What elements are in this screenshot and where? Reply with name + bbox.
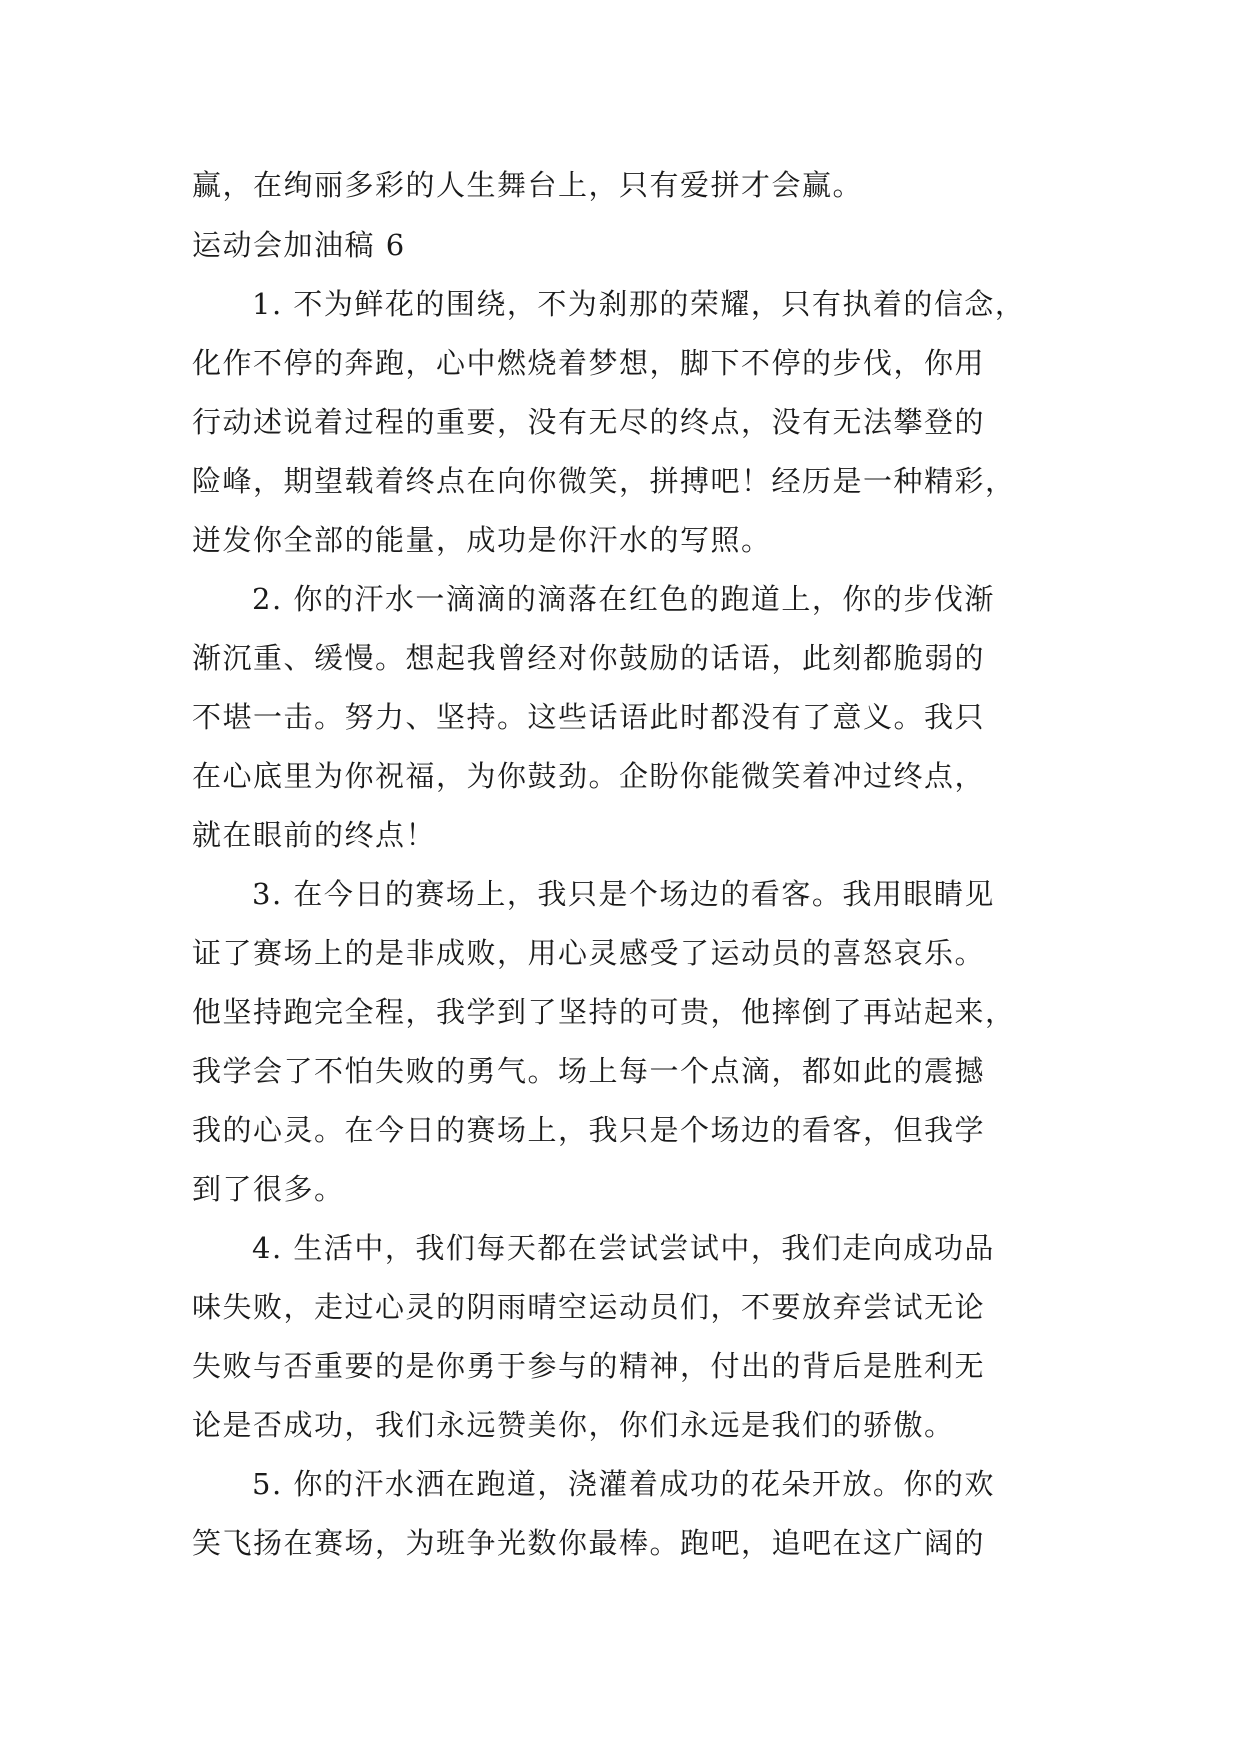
text-line: 险峰，期望载着终点在向你微笑，拼搏吧！经历是一种精彩， [192,464,1016,498]
text-line: 化作不停的奔跑，心中燃烧着梦想，脚下不停的步伐，你用 [192,346,986,380]
text-line: 1. 不为鲜花的围绕，不为刹那的荣耀，只有执着的信念， [252,287,1026,321]
text-line: 他坚持跑完全程，我学到了坚持的可贵，他摔倒了再站起来， [192,995,1016,1029]
text-line: 渐沉重、缓慢。想起我曾经对你鼓励的话语，此刻都脆弱的 [192,641,986,675]
text-line: 5. 你的汗水洒在跑道，浇灌着成功的花朵开放。你的欢 [252,1467,995,1501]
text-line: 笑飞扬在赛场，为班争光数你最棒。跑吧，追吧在这广阔的 [192,1526,986,1560]
text-line: 在心底里为你祝福，为你鼓劲。企盼你能微笑着冲过终点， [192,759,986,793]
text-line: 我的心灵。在今日的赛场上，我只是个场边的看客，但我学 [192,1113,986,1147]
text-line: 论是否成功，我们永远赞美你，你们永远是我们的骄傲。 [192,1408,955,1442]
text-line: 就在眼前的终点！ [192,818,437,852]
text-line: 行动述说着过程的重要，没有无尽的终点，没有无法攀登的 [192,405,986,439]
text-line: 3. 在今日的赛场上，我只是个场边的看客。我用眼睛见 [252,877,995,911]
section-heading: 运动会加油稿 6 [192,228,406,262]
text-line: 迸发你全部的能量，成功是你汗水的写照。 [192,523,772,557]
text-line: 到了很多。 [192,1172,345,1206]
text-line: 证了赛场上的是非成败，用心灵感受了运动员的喜怒哀乐。 [192,936,986,970]
text-line: 赢，在绚丽多彩的人生舞台上，只有爱拼才会赢。 [192,168,864,202]
text-line: 味失败，走过心灵的阴雨晴空运动员们，不要放弃尝试无论 [192,1290,986,1324]
text-line: 失败与否重要的是你勇于参与的精神，付出的背后是胜利无 [192,1349,986,1383]
text-line: 2. 你的汗水一滴滴的滴落在红色的跑道上，你的步伐渐 [252,582,995,616]
text-line: 我学会了不怕失败的勇气。场上每一个点滴，都如此的震撼 [192,1054,986,1088]
text-line: 不堪一击。努力、坚持。这些话语此时都没有了意义。我只 [192,700,986,734]
text-line: 4. 生活中，我们每天都在尝试尝试中，我们走向成功品 [252,1231,995,1265]
